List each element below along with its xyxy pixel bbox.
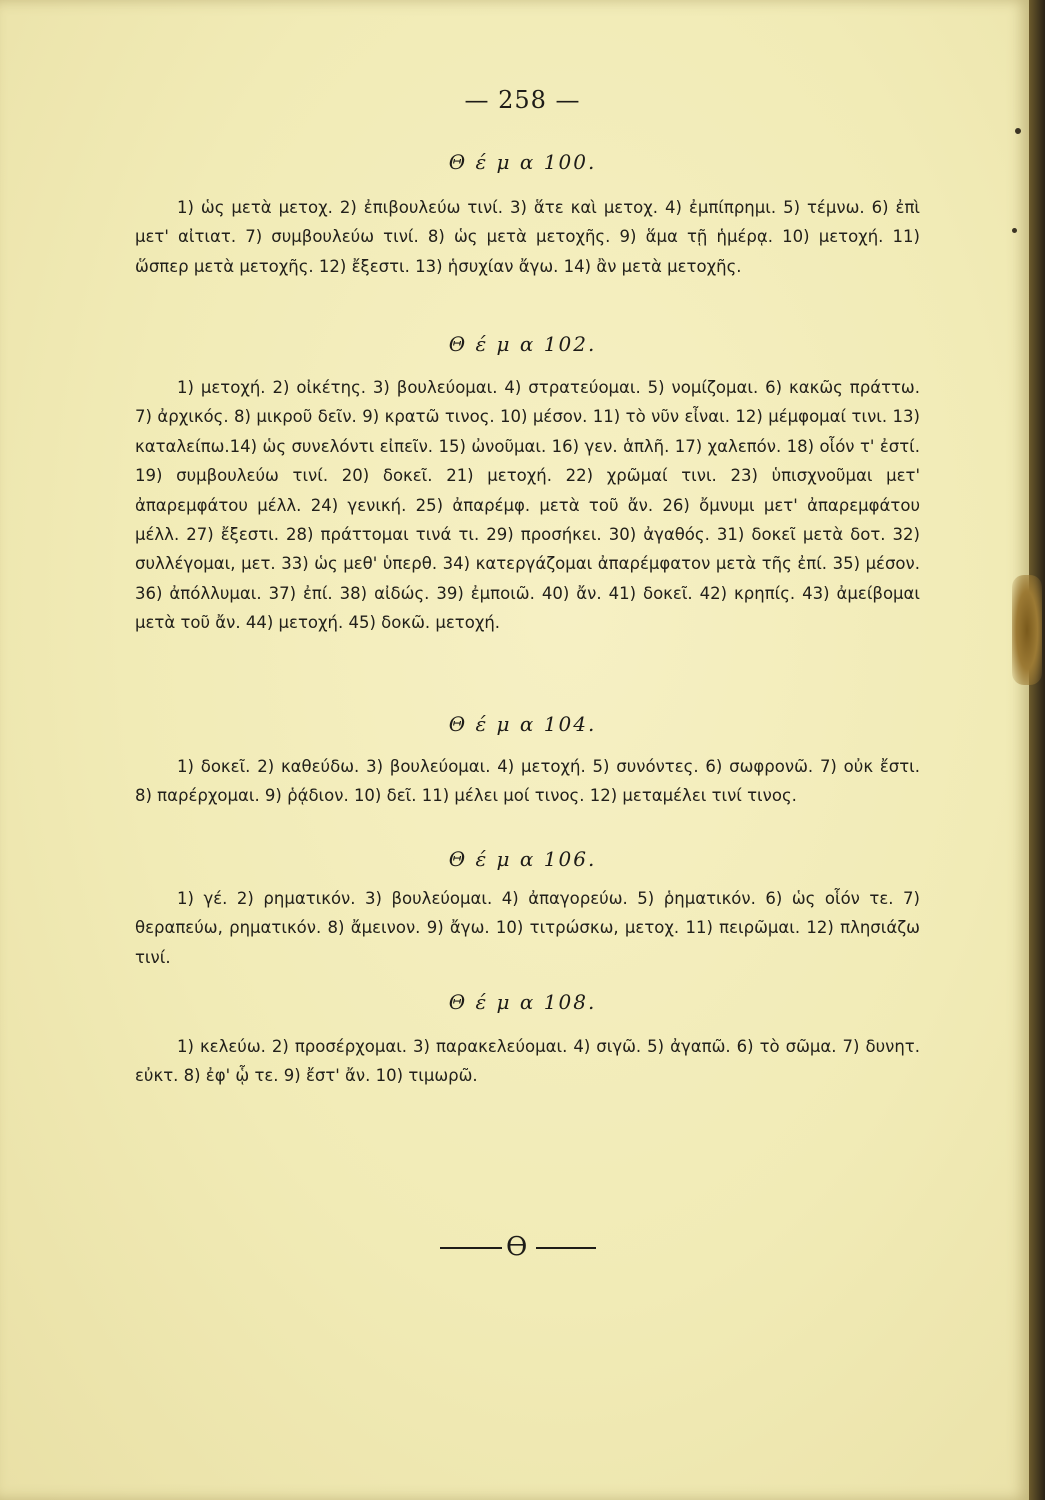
section-body-106: 1) γέ. 2) ρηματικόν. 3) βουλεύομαι. 4) ἀπαγορεύω. 5) ῥηματικόν. 6) ὡς οἷόν τε. 7) θεραπεύω, ρηματικόν. 8) ἄμεινον. 9) ἄγω. 10) τιτρώσκω, μετοχ. 11) πειρῶμαι. 12) πλησιάζω τινί. <box>135 889 920 967</box>
section-body-100: 1) ὡς μετὰ μετοχ. 2) ἐπιβουλεύω τινί. 3) ἅτε καὶ μετοχ. 4) ἐμπίπρημι. 5) τέμνω. 6) ἐπὶ μετ' αἰτιατ. 7) συμβουλεύω τινί. 8) ὡς μετὰ μετοχῆς. 9) ἅμα τῇ ἡμέρᾳ. 10) μετοχή. 11) ὥσπερ μετὰ μετοχῆς. 12) ἔξεστι. 13) ἡσυχίαν ἄγω. 14) ἂν μετὰ μετοχῆς. <box>135 198 920 276</box>
section-body-104: 1) δοκεῖ. 2) καθεύδω. 3) βουλεύομαι. 4) μετοχή. 5) συνόντες. 6) σωφρονῶ. 7) οὐκ ἔστι. 8) παρέρχομαι. 9) ῥᾴδιον. 10) δεῖ. 11) μέλει μοί τινος. 12) μεταμέλει τινί τινος. <box>135 757 920 806</box>
section-title-100: Θ έ μ α 100. <box>448 150 597 174</box>
margin-mark <box>1015 128 1021 134</box>
section-title-102: Θ έ μ α 102. <box>448 332 597 356</box>
page-edge <box>1029 0 1045 1500</box>
page-number: — 258 — <box>464 86 581 114</box>
section-title-106: Θ έ μ α 106. <box>448 847 597 871</box>
end-ornament <box>440 1232 600 1262</box>
section-title-108: Θ έ μ α 108. <box>448 990 597 1014</box>
ornament-line-right <box>536 1247 596 1249</box>
section-body-108: 1) κελεύω. 2) προσέρχομαι. 3) παρακελεύομαι. 4) σιγῶ. 5) ἀγαπῶ. 6) τὸ σῶμα. 7) δυνητ. εὐκτ. 8) ἐφ' ᾧ τε. 9) ἔστ' ἄν. 10) τιμωρῶ. <box>135 1037 920 1086</box>
margin-mark <box>1012 228 1017 233</box>
ornament-glyph: Ө <box>506 1232 528 1262</box>
binding-stain <box>1012 575 1042 685</box>
ornament-line-left <box>440 1247 502 1249</box>
section-body-102: 1) μετοχή. 2) οἰκέτης. 3) βουλεύομαι. 4) στρατεύομαι. 5) νομίζομαι. 6) κακῶς πράττω. 7) ἀρχικός. 8) μικροῦ δεῖν. 9) κρατῶ τινος. 10) μέσον. 11) τὸ νῦν εἶναι. 12) μέμφομαί τινι. 13) καταλείπω.14) ὡς συνελόντι εἰπεῖν. 15) ὠνοῦμαι. 16) γεν. ἁπλῆ. 17) χαλεπόν. 18) οἷόν τ' ἐστί. 19) συμβουλεύω τινί. 20) δοκεῖ. 21) μετοχή. 22) χρῶμαί τινι. 23) ὑπισχνοῦμαι μετ' ἀπαρεμφάτου μέλλ. 24) γενική. 25) ἀπαρέμφ. μετὰ τοῦ ἄν. 26) ὄμνυμι μετ' ἀπαρεμφάτου μέλλ. 27) ἔξεστι. 28) πράττομαι τινά τι. 29) προσήκει. 30) ἀγαθός. 31) δοκεῖ μετὰ δοτ. 32) συλλέγομαι, μετ. 33) ὡς μεθ' ὑπερθ. 34) κατεργάζομαι ἀπαρέμφατον μετὰ τῆς ἐπί. 35) μέσον. 36) ἀπόλλυμαι. 37) ἐπί. 38) αἰδώς. 39) ἐμποιῶ. 40) ἄν. 41) δοκεῖ. 42) κρηπίς. 43) ἀμείβομαι μετὰ τοῦ ἄν. 44) μετοχή. 45) δοκῶ. μετοχή. <box>135 378 920 633</box>
section-title-104: Θ έ μ α 104. <box>448 712 597 736</box>
